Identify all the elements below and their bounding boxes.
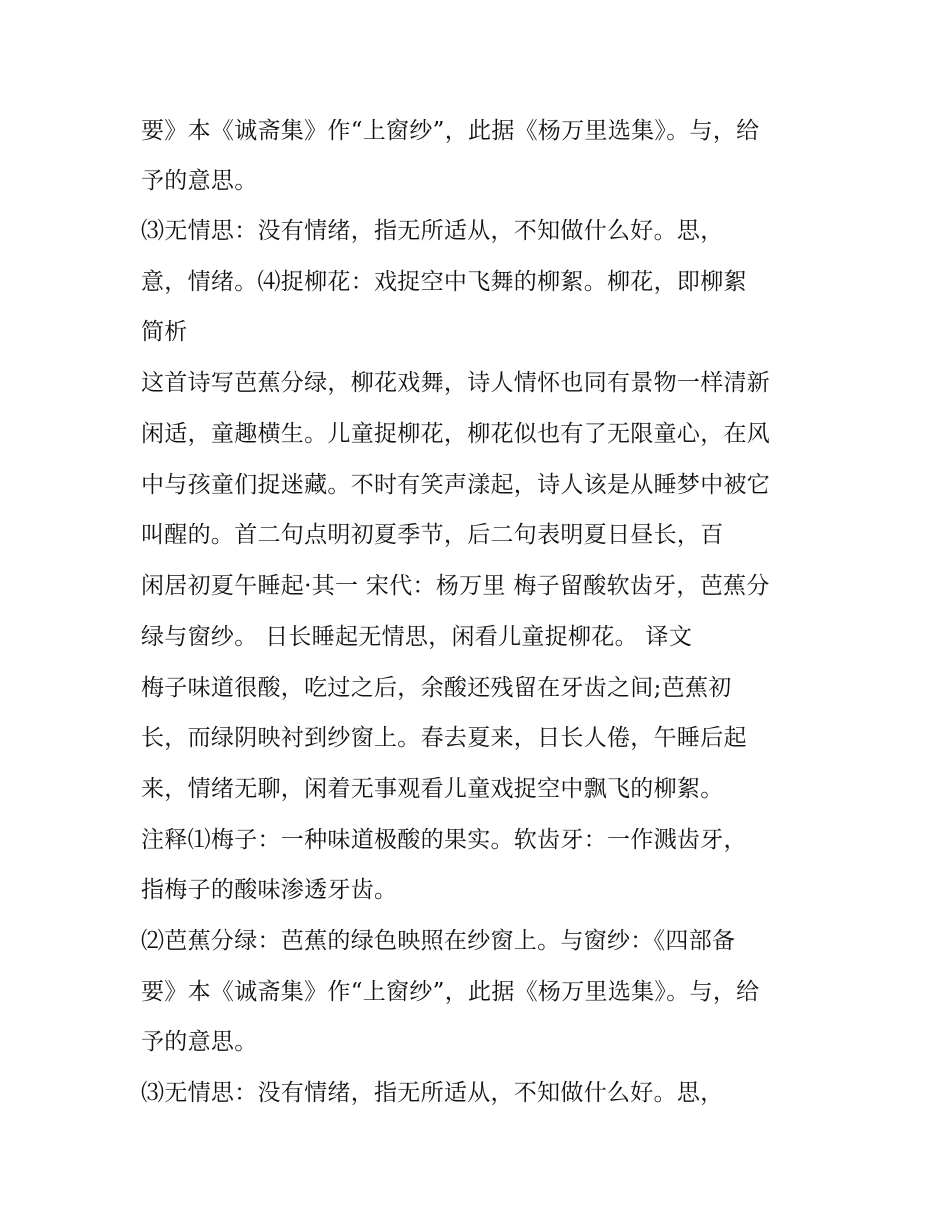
text-line: 注释⑴梅子：一种味道极酸的果实。软齿牙：一作溅齿牙， <box>141 827 747 853</box>
text-line: 要》本《诚斋集》作“上窗纱”，此据《杨万里选集》。与，给 <box>141 118 760 144</box>
text-line: 予的意思。 <box>141 1029 258 1055</box>
text-line: 叫醒的。首二句点明初夏季节，后二句表明夏日昼长，百 <box>141 522 724 548</box>
text-line: 闲适，童趣横生。儿童捉柳花，柳花似也有了无限童心，在风 <box>141 421 771 447</box>
section-heading: 简析 <box>141 319 188 345</box>
text-line: ⑵芭蕉分绿：芭蕉的绿色映照在纱窗上。与窗纱：《四部备 <box>141 928 736 954</box>
text-line: 长，而绿阴映衬到纱窗上。春去夏来，日长人倦，午睡后起 <box>141 725 747 751</box>
text-line: 来，情绪无聊，闲着无事观看儿童戏捉空中飘飞的柳絮。 <box>141 776 724 802</box>
text-line: ⑶无情思：没有情绪，指无所适从，不知做什么好。思， <box>141 1080 724 1106</box>
text-line: 予的意思。 <box>141 168 258 194</box>
text-line: 梅子味道很酸，吃过之后，余酸还残留在牙齿之间;芭蕉初 <box>141 675 732 701</box>
text-line: ⑶无情思：没有情绪，指无所适从，不知做什么好。思， <box>141 218 724 244</box>
text-line: 意，情绪。⑷捉柳花：戏捉空中飞舞的柳絮。柳花，即柳絮 <box>141 269 747 295</box>
text-line: 闲居初夏午睡起·其一 宋代：杨万里 梅子留酸软齿牙，芭蕉分 <box>141 573 770 599</box>
text-line: 中与孩童们捉迷藏。不时有笑声漾起，诗人该是从睡梦中被它 <box>141 472 771 498</box>
text-line: 绿与窗纱。 日长睡起无情思，闲看儿童捉柳花。 译文 <box>141 624 693 650</box>
text-line: 要》本《诚斋集》作“上窗纱”，此据《杨万里选集》。与，给 <box>141 979 760 1005</box>
text-line: 这首诗写芭蕉分绿，柳花戏舞，诗人情怀也同有景物一样清新 <box>141 370 771 396</box>
text-line: 指梅子的酸味渗透牙齿。 <box>141 877 398 903</box>
